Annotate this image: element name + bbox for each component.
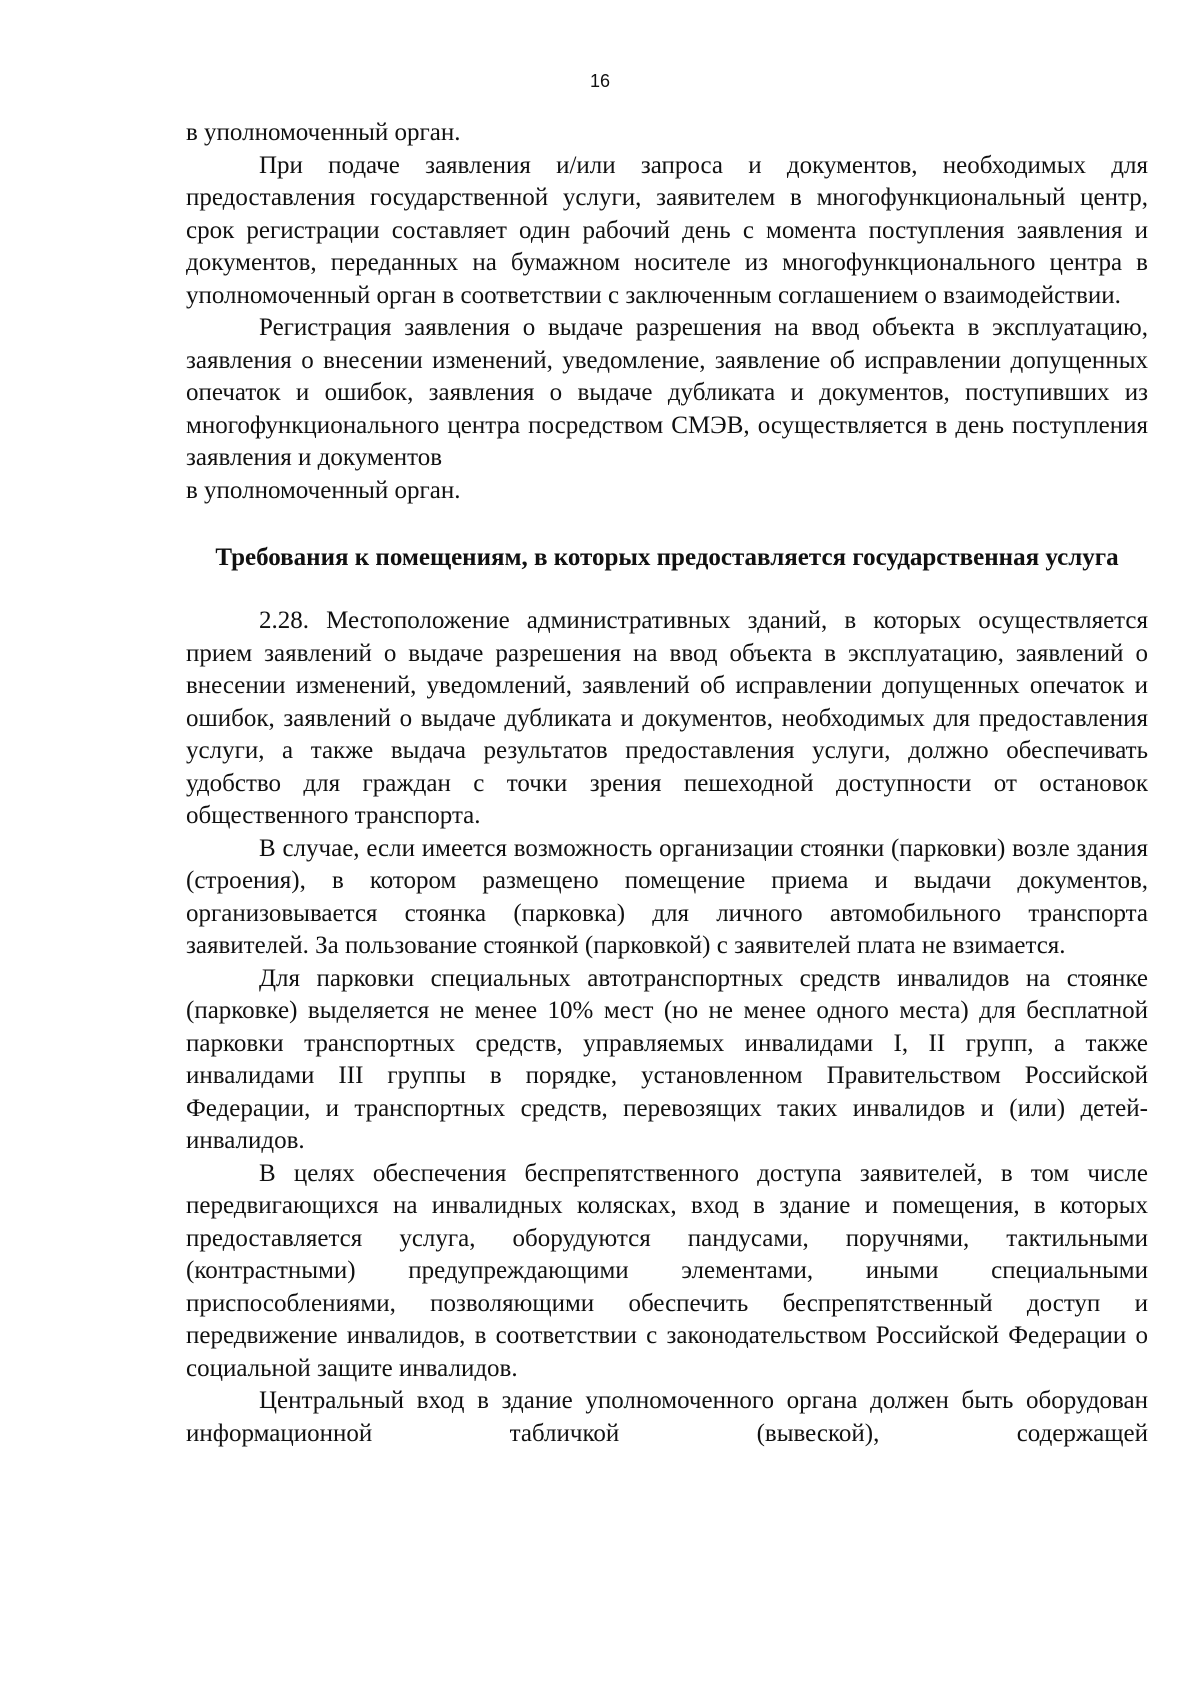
paragraph-smev-registration: Регистрация заявления о выдаче разрешения на ввод объекта в эксплуатацию, заявления о внесении изменений, уведомление, заявление об исправлении допущенных опечаток и ошибок, заявления о выдаче дубликата и документов, поступивших из многофункционального центра посредством СМЭВ, осуществляется в день поступления заявления и документов bbox=[186, 314, 1148, 471]
paragraph-2-28-location: 2.28. Местоположение административных зданий, в которых осуществляется прием заявлений о выдаче разрешения на ввод объекта в эксплуатацию, заявлений о внесении изменений, уведомлений, заявлений об исправлении допущенных опечаток и ошибок, заявлений о выдаче дубликата и документов, необходимых для предоставления услуги, а также выдача результатов предоставления услуги, должно обеспечивать удобство для граждан с точки зрения пешеходной доступности от остановок общественного транспорта. bbox=[186, 607, 1148, 829]
paragraph-parking: В случае, если имеется возможность организации стоянки (парковки) возле здания (строения), в котором размещено помещение приема и выдачи документов, организовывается стоянка (парковка) для личного автомобильного транспорта заявителей. За пользование стоянкой (парковкой) с заявителей плата не взимается. bbox=[186, 834, 1148, 959]
document-body bbox=[186, 117, 1148, 1450]
paragraph-accessibility: В целях обеспечения беспрепятственного доступа заявителей, в том числе передвигающихся на инвалидных колясках, вход в здание и помещения, в которых предоставляется услуга, оборудуются пандусами, поручнями, тактильными (контрастными) предупреждающими элементами, иными специальными приспособлениями, позволяющими обеспечить беспрепятственный доступ и передвижение инвалидов, в соответствии с законодательством Российской Федерации о социальной защите инвалидов. bbox=[186, 1159, 1148, 1382]
paragraph-mfc-registration: При подаче заявления и/или запроса и документов, необходимых для предоставления государственной услуги, заявителем в многофункциональный центр, срок регистрации составляет один рабочий день с момента поступления заявления и документов, переданных на бумажном носителе из многофункционального центра в уполномоченный орган в соответствии с заключенным соглашением о взаимодействии. bbox=[186, 151, 1148, 309]
paragraph-central-entrance: Центральный вход в здание уполномоченного органа должен быть оборудован информационной табличкой (вывеской), содержащей bbox=[186, 1387, 1148, 1447]
paragraph-authority-line: в уполномоченный орган. bbox=[186, 476, 461, 504]
page-number: 16 bbox=[589, 71, 611, 91]
section-heading: Требования к помещениям, в которых предоставляется государственная услуга bbox=[215, 544, 1119, 571]
paragraph-continuation: в уполномоченный орган. bbox=[186, 119, 461, 146]
paragraph-disabled-parking: Для парковки специальных автотранспортных средств инвалидов на стоянке (парковке) выделяется не менее 10% мест (но не менее одного места) для бесплатной парковки транспортных средств, управляемых инвалидами I, II групп, а также инвалидами III группы в порядке, установленном Правительством Российской Федерации, и транспортных средств, перевозящих таких инвалидов и (или) детей-инвалидов. bbox=[186, 964, 1148, 1154]
